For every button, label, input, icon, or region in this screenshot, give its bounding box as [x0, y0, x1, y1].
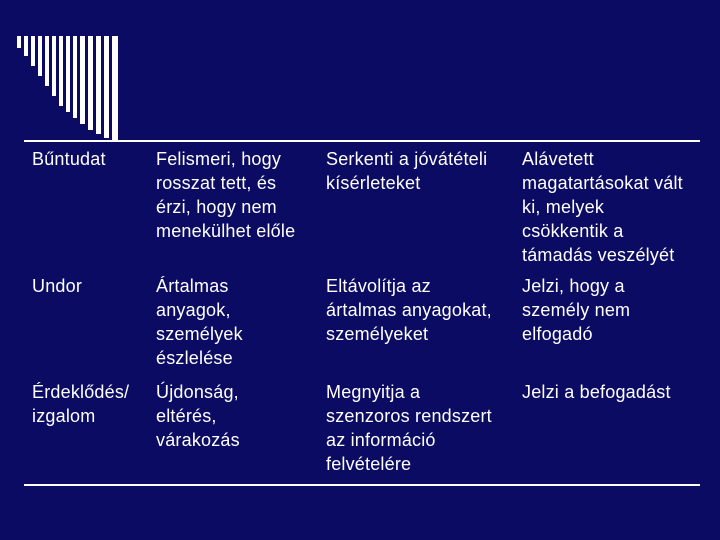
row-2-function: Jelzi, hogy a személy nem elfogadó — [522, 276, 631, 344]
row-1-trigger: Felismeri, hogy rosszat tett, és érzi, hogy nem menekülhet előle — [156, 149, 296, 241]
row-1-emotion: Bűntudat — [32, 149, 106, 169]
row-2-effect: Eltávolítja az ártalmas anyagokat, személyeket — [326, 276, 492, 344]
emotions-table — [24, 140, 700, 486]
table-bottom-border — [24, 484, 700, 486]
row-3-emotion: Érdeklődés/ izgalom — [32, 382, 130, 426]
row-2-emotion: Undor — [32, 276, 83, 296]
row-3-function: Jelzi a befogadást — [522, 382, 671, 402]
row-3-effect: Megnyitja a szenzoros rendszert az információ felvételére — [326, 382, 492, 474]
row-1-effect: Serkenti a jóvátételi kísérleteket — [326, 149, 488, 193]
row-3-trigger: Újdonság, eltérés, várakozás — [156, 382, 240, 450]
table-top-border — [24, 140, 700, 142]
row-2-trigger: Ártalmas anyagok, személyek észlelése — [156, 276, 243, 368]
row-1-function: Alávetett magatartásokat vált ki, melyek csökkentik a támadás veszélyét — [522, 149, 683, 265]
